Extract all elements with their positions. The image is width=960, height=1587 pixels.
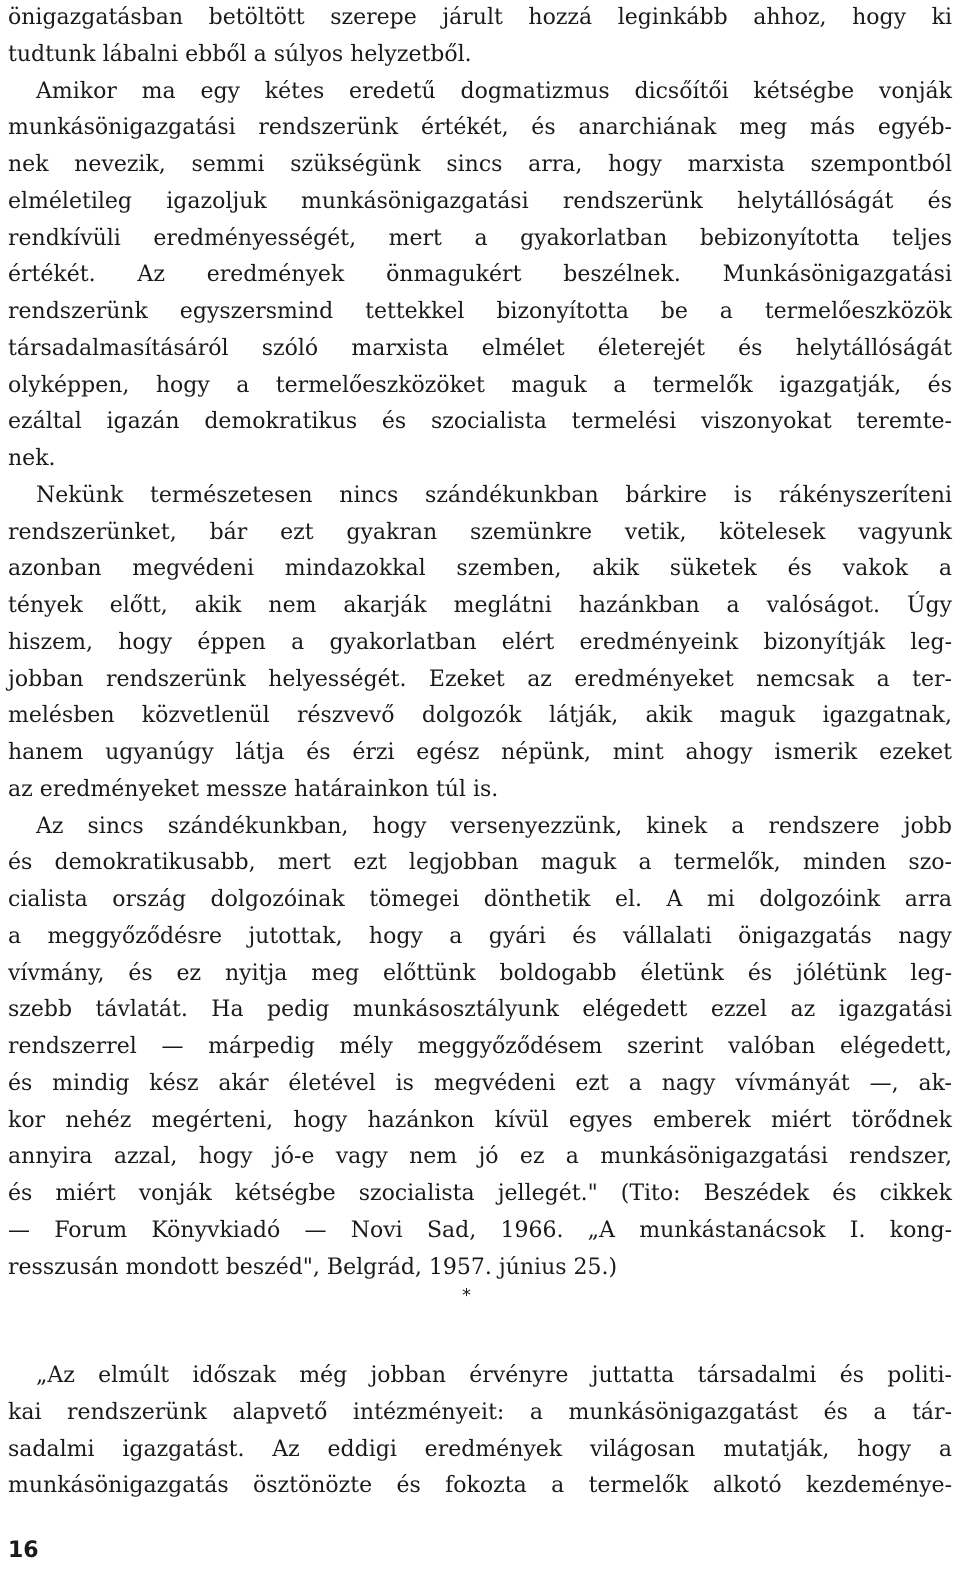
text-line: elméletileg igazoljuk munkásönigazgatási rendszerünk helytállóságát és (8, 188, 952, 214)
text-line: kor nehéz megérteni, hogy hazánkon kívül egyes emberek miért törődnek (8, 1107, 952, 1133)
text-line: nek nevezik, semmi szükségünk sincs arra, hogy marxista szempontból (8, 152, 952, 177)
text-line: hanem ugyanúgy látja és érzi egész népünk, mint ahogy ismerik ezeket (8, 740, 952, 765)
text-line: cialista ország dolgozóinak tömegei dönthetik el. A mi dolgozóink arra (8, 887, 952, 912)
text-line: szebb távlatát. Ha pedig munkásosztályunk elégedett ezzel az igazgatási (8, 997, 952, 1023)
text-line: munkásönigazgatási rendszerünk értékét, és anarchiának meg más egyéb- (8, 115, 952, 141)
text-line: melésben közvetlenül részvevő dolgozók látják, akik maguk igazgatnak, (8, 703, 952, 729)
text-line: rendszerünket, bár ezt gyakran szemünkre vetik, kötelesek vagyunk (8, 519, 952, 545)
text-line: munkásönigazgatás ösztönözte és fokozta a termelők alkotó kezdeménye- (8, 1473, 952, 1499)
text-line: társadalmasításáról szóló marxista elmélet életerejét és helytállóságát (8, 335, 952, 361)
text-line: resszusán mondott beszéd", Belgrád, 1957. június 25.) (8, 1254, 618, 1280)
text-line: sadalmi igazgatást. Az eddigi eredmények világosan mutatják, hogy a (8, 1436, 952, 1462)
text-line: hiszem, hogy éppen a gyakorlatban elért eredményeink bizonyítják leg- (8, 629, 952, 655)
text-line: a meggyőződésre jutottak, hogy a gyári és vállalati önigazgatás nagy (8, 923, 952, 949)
text-line: az eredményeket messze határainkon túl is. (8, 776, 499, 802)
text-line: jobban rendszerünk helyességét. Ezeket az eredményeket nemcsak a ter- (8, 666, 952, 692)
text-line: rendszerrel — márpedig mély meggyőződésem szerint valóban elégedett, (8, 1034, 952, 1059)
text-line: Amikor ma egy kétes eredetű dogmatizmus dicsőítői kétségbe vonják (36, 78, 952, 104)
text-line: azonban megvédeni mindazokkal szemben, akik süketek és vakok a (8, 556, 952, 582)
text-line: és mindig kész akár életével is megvédeni ezt a nagy vívmányát —, ak- (8, 1070, 952, 1096)
text-line: „Az elmúlt időszak még jobban érvényre juttatta társadalmi és politi- (36, 1363, 952, 1388)
text-line: — Forum Könyvkiadó — Novi Sad, 1966. „A munkástanácsok I. kong- (8, 1217, 952, 1243)
section-separator: * (462, 1285, 471, 1306)
text-line: vívmány, és ez nyitja meg előttünk boldogabb életünk és jólétünk leg- (8, 960, 952, 986)
text-line: önigazgatásban betöltött szerepe járult hozzá leginkább ahhoz, hogy ki (8, 5, 952, 30)
text-line: nek. (8, 446, 56, 471)
text-line: Az sincs szándékunkban, hogy versenyezzünk, kinek a rendszere jobb (36, 813, 952, 839)
text-line: tudtunk lábalni ebből a súlyos helyzetből. (8, 41, 472, 67)
text-line: annyira azzal, hogy jó-e vagy nem jó ez a munkásönigazgatási rendszer, (8, 1144, 952, 1170)
text-line: és demokratikusabb, mert ezt legjobban maguk a termelők, minden szo- (8, 850, 952, 876)
text-line: és miért vonják kétségbe szocialista jellegét." (Tito: Beszédek és cikkek (8, 1181, 952, 1206)
text-line: rendszerünk egyszersmind tettekkel bizonyította be a termelőeszközök (8, 299, 952, 324)
quote-block (8, 1358, 952, 1505)
page-number: 16 (8, 1538, 39, 1563)
page-body (8, 0, 952, 1286)
text-line: olyképpen, hogy a termelőeszközöket maguk a termelők igazgatják, és (8, 372, 952, 398)
text-line: ezáltal igazán demokratikus és szocialista termelési viszonyokat teremte- (8, 409, 952, 435)
text-line: tények előtt, akik nem akarják meglátni hazánkban a valóságot. Úgy (8, 593, 952, 618)
text-line: kai rendszerünk alapvető intézményeit: a munkásönigazgatást és a tár- (8, 1399, 952, 1425)
text-line: értékét. Az eredmények önmagukért beszélnek. Munkásönigazgatási (8, 262, 952, 288)
text-line: Nekünk természetesen nincs szándékunkban bárkire is rákényszeríteni (36, 482, 952, 508)
text-line: rendkívüli eredményességét, mert a gyakorlatban bebizonyította teljes (8, 225, 952, 251)
